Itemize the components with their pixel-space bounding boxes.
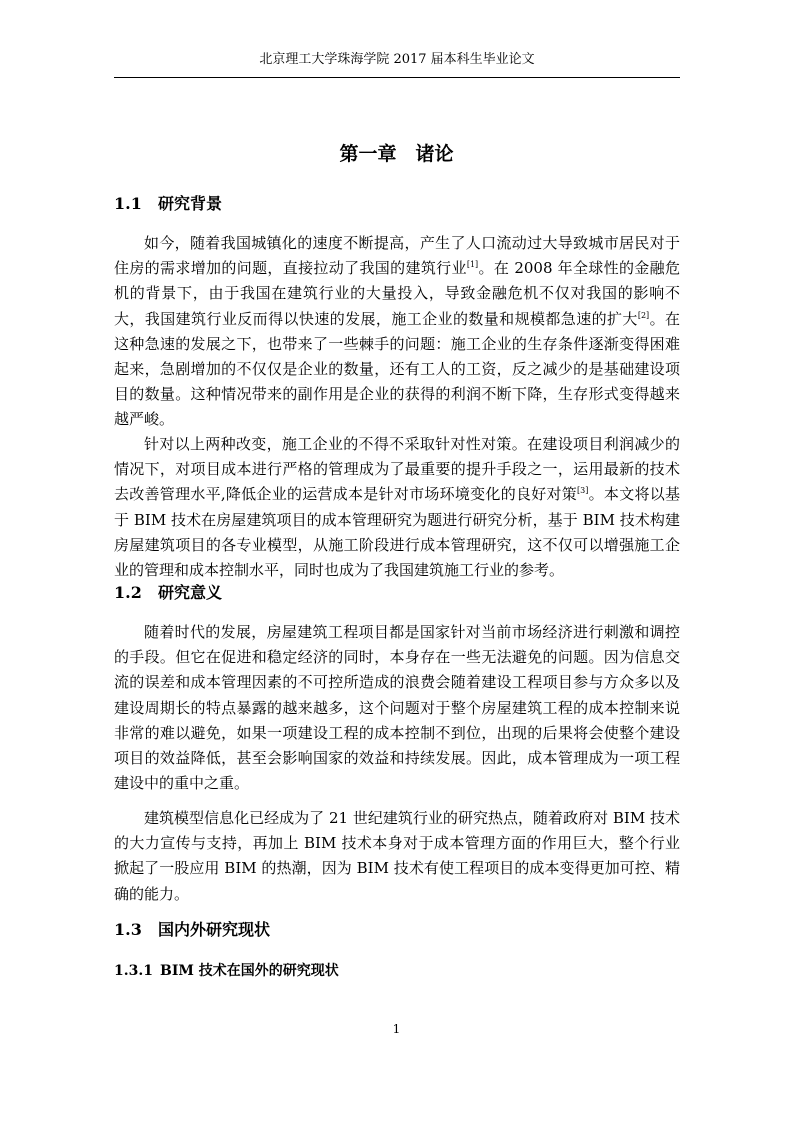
- citation-ref: [3]: [577, 486, 589, 496]
- subsection-heading-1-3-1: [114, 961, 339, 981]
- section-number: 1.2: [114, 583, 142, 602]
- page-number: 1: [392, 1022, 401, 1036]
- section-heading-1-3: [114, 919, 270, 941]
- chapter-title: 第一章 诸论: [339, 143, 454, 165]
- section-title: 研究背景: [158, 194, 223, 213]
- paragraph-text: 。在这种急速的发展之下，也带来了一些棘手的问题：施工企业的生存条件逐渐变得困难起来，急剧增加的不仅仅是企业的数量，还有工人的工资，反之减少的是基础建设项目的数量。这种情况带来的副作用是企业的获得的利润不断下降，生存形式变得越来越严峻。: [114, 309, 680, 429]
- section-number: 1.3: [114, 920, 142, 939]
- paragraph-text: 。在 2008 年全球性的金融危机的背景下，由于我国在建筑行业的大量投入，导致金融危机不仅对我国的影响不大，我国建筑行业反而得以快速的发展，施工企业的数量和规模都急速的扩大: [114, 259, 680, 328]
- paragraph-text: 如今，随着我国城镇化的速度不断提高，产生了人口流动过大导致城市居民对于住房的需求增加的问题，直接拉动了我国的建筑行业: [114, 234, 680, 278]
- section-number: 1.1: [114, 194, 142, 213]
- page-header: 北京理工大学珠海学院 2017 届本科生毕业论文: [259, 52, 535, 67]
- section-heading-1-1: [114, 193, 222, 215]
- paragraph-bim-trend: 建筑模型信息化已经成为了 21 世纪建筑行业的研究热点，随着政府对 BIM 技术的大力宣传与支持，再加上 BIM 技术本身对于成本管理方面的作用巨大，整个行业掀起了一股应用 BIM 的热潮，因为 BIM 技术有使工程项目的成本变得更加可控、精确的能力。: [114, 809, 680, 903]
- paragraph-significance: 随着时代的发展，房屋建筑工程项目都是国家针对当前市场经济进行刺激和调控的手段。但它在促进和稳定经济的同时，本身存在一些无法避免的问题。因为信息交流的误差和成本管理因素的不可控所造成的浪费会随着建设工程项目参与方众多以及建设周期长的特点暴露的越来越多，这个问题对于整个房屋建筑工程的成本控制来说非常的难以避免，如果一项建设工程的成本控制不到位，出现的后果将会使整个建设项目的效益降低，甚至会影响国家的效益和持续发展。因此，成本管理成为一项工程建设中的重中之重。: [114, 623, 680, 793]
- paragraph-text: 针对以上两种改变，施工企业的不得不采取针对性对策。在建设项目利润减少的情况下，对项目成本进行严格的管理成为了最重要的提升手段之一，运用最新的技术去改善管理水平,降低企业的运营成本是针对市场环境变化的良好对策: [114, 435, 680, 504]
- subsection-title: BIM 技术在国外的研究现状: [160, 963, 339, 979]
- section-title: 研究意义: [158, 583, 223, 602]
- paragraph-countermeasures: [114, 432, 680, 583]
- citation-ref: [2]: [637, 310, 650, 320]
- section-heading-1-2: [114, 582, 222, 604]
- citation-ref: [1]: [466, 260, 479, 270]
- subsection-number: 1.3.1: [114, 963, 153, 979]
- header-rule: [114, 77, 680, 78]
- paragraph-background: [114, 231, 680, 433]
- section-title: 国内外研究现状: [158, 920, 271, 939]
- paragraph-text: 。本文将以基于 BIM 技术在房屋建筑项目的成本管理研究为题进行研究分析，基于 BIM 技术构建房屋建筑项目的各专业模型，从施工阶段进行成本管理研究，这不仅可以增强施工企业的管理和成本控制水平，同时也成为了我国建筑施工行业的参考。: [114, 485, 680, 580]
